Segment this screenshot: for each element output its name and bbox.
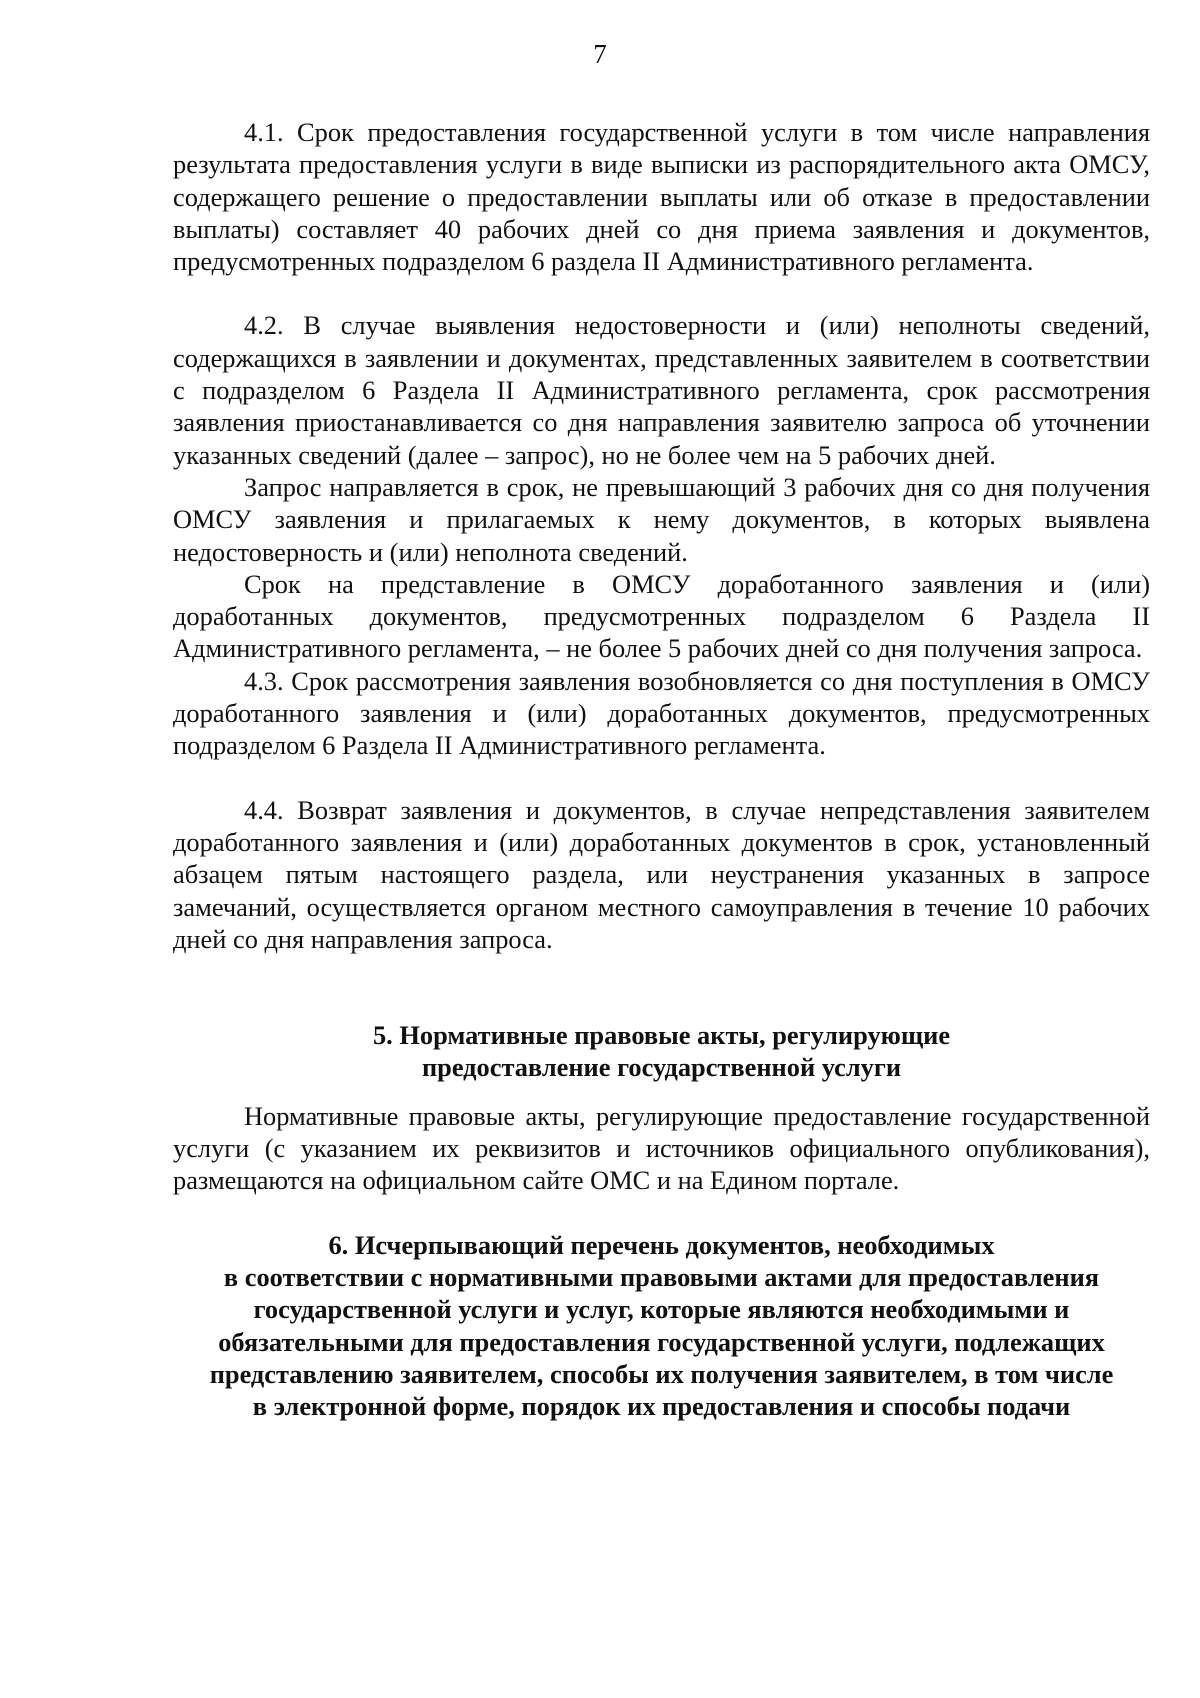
section-6-heading-line: представлению заявителем, способы их получения заявителем, в том числе bbox=[209, 1358, 1114, 1389]
paragraph-4-3: 4.3. Срок рассмотрения заявления возобновляется со дня поступления в ОМСУ доработанного заявления и (или) доработанных документов, предусмотренных подразделом 6 Раздела II Административного регламента. bbox=[173, 665, 1150, 761]
section-5-heading-line: 5. Нормативные правовые акты, регулирующие bbox=[372, 1020, 951, 1051]
section-6-heading-line: в соответствии с нормативными правовыми актами для предоставления bbox=[223, 1261, 1100, 1292]
paragraph-4-2-deadline: Срок на представление в ОМСУ доработанного заявления и (или) доработанных документов, предусмотренных подразделом 6 Раздела II Административного регламента, – не более 5 рабочих дней со дня получения запроса. bbox=[173, 568, 1150, 664]
paragraph-spacer bbox=[173, 762, 1150, 794]
document-body bbox=[173, 116, 1150, 1422]
paragraph-4-1: 4.1. Срок предоставления государственной услуги в том числе направления результата предоставления услуги в виде выписки из распорядительного акта ОМСУ, содержащего решение о предоставлении выплаты или об отказе в предоставлении выплаты) составляет 40 рабочих дней со дня приема заявления и документов, предусмотренных подразделом 6 раздела II Административного регламента. bbox=[173, 117, 1150, 277]
paragraph-4-2: 4.2. В случае выявления недостоверности и (или) неполноты сведений, содержащихся в заявлении и документах, представленных заявителем в соответствии с подразделом 6 Раздела II Административного регламента, срок рассмотрения заявления приостанавливается со дня направления заявителю запроса об уточнении указанных сведений (далее – запрос), но не более чем на 5 рабочих дней. bbox=[173, 310, 1150, 470]
section-6-heading-line: 6. Исчерпывающий перечень документов, необходимых bbox=[328, 1229, 995, 1260]
paragraph-4-4: 4.4. Возврат заявления и документов, в случае непредставления заявителем доработанного заявления и (или) доработанных документов в срок, установленный абзацем пятым настоящего раздела, или неустранения указанных в запросе замечаний, осуществляется органом местного самоуправления в течение 10 рабочих дней со дня направления запроса. bbox=[173, 794, 1150, 954]
page-number: 7 bbox=[593, 39, 607, 69]
section-5-body: Нормативные правовые акты, регулирующие предоставление государственной услуги (с указанием их реквизитов и источников официального опубликования), размещаются на официальном сайте ОМС и на Едином портале. bbox=[173, 1100, 1150, 1196]
section-6-heading-line: государственной услуги и услуг, которые являются необходимыми и bbox=[253, 1294, 1070, 1325]
section-spacer bbox=[173, 1197, 1150, 1229]
section-6-heading bbox=[173, 1229, 1150, 1423]
paragraph-spacer bbox=[173, 277, 1150, 309]
paragraph-4-2-request: Запрос направляется в срок, не превышающий 3 рабочих дня со дня получения ОМСУ заявления и прилагаемых к нему документов, в которых выявлена недостоверность и (или) неполнота сведений. bbox=[173, 471, 1150, 567]
section-5-heading-line: предоставление государственной услуги bbox=[421, 1052, 902, 1083]
heading-spacer bbox=[173, 1084, 1150, 1100]
section-5-heading bbox=[173, 1019, 1150, 1084]
section-6-heading-line: обязательными для предоставления государственной услуги, подлежащих bbox=[218, 1326, 1105, 1357]
section-spacer bbox=[173, 955, 1150, 1019]
section-6-heading-line: в электронной форме, порядок их предоставления и способы подачи bbox=[252, 1391, 1071, 1422]
